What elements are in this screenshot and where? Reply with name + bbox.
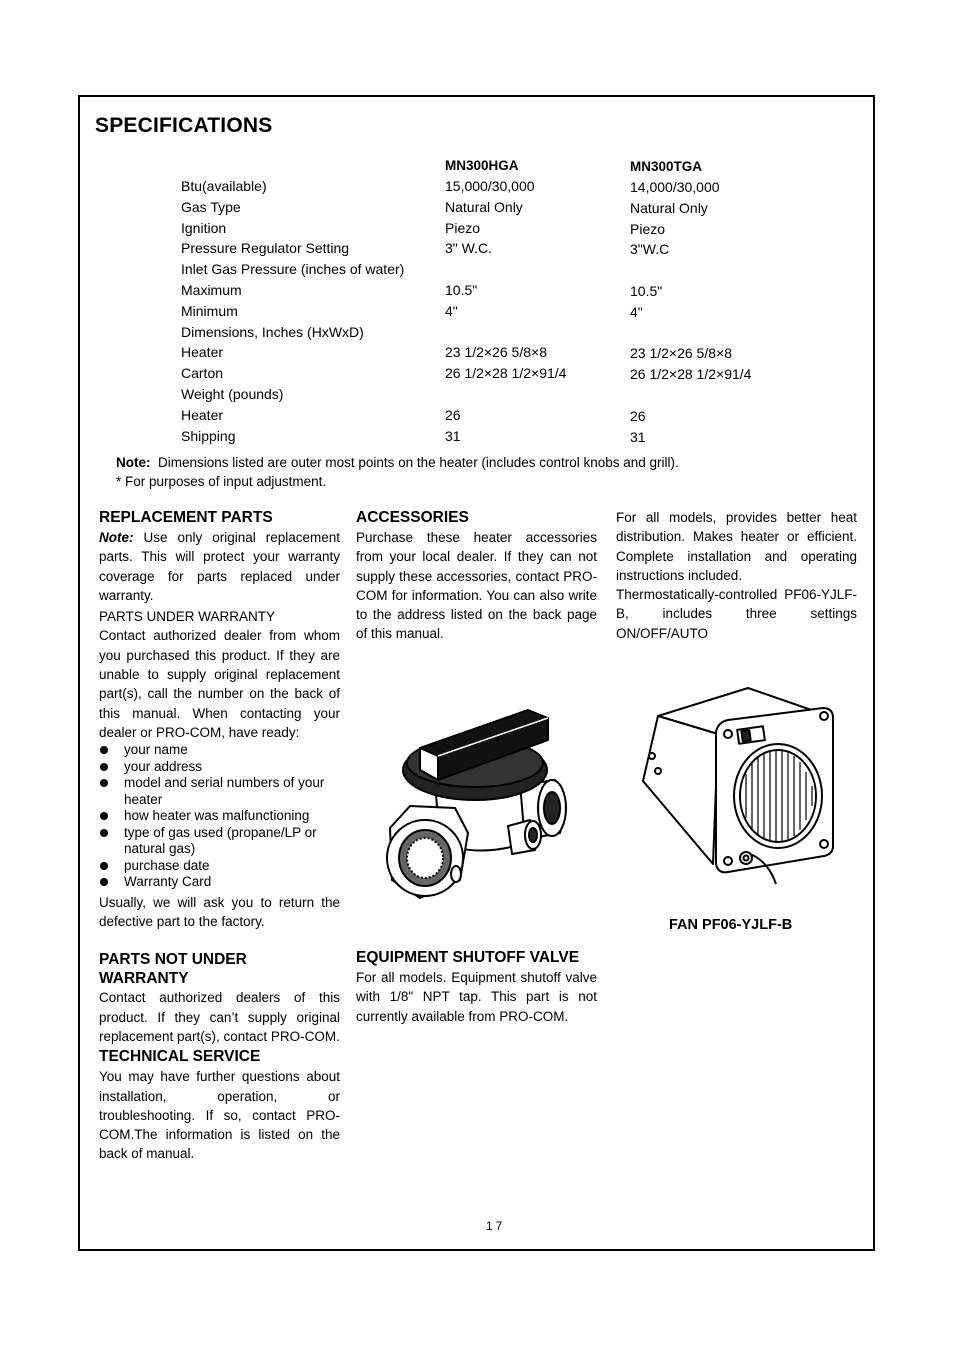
spec-label: Minimum [181, 303, 238, 319]
page-title: SPECIFICATIONS [95, 114, 273, 137]
note-footnote: * For purposes of input adjustment. [116, 474, 327, 489]
spec-label: Inlet Gas Pressure (inches of water) [181, 261, 405, 277]
replacement-note-label: Note: [99, 530, 134, 545]
spec-value-b: Natural Only [630, 200, 708, 216]
spec-label: Ignition [181, 220, 227, 236]
list-item: how heater was malfunctioning [99, 808, 340, 825]
fan-caption: FAN PF06-YJLF-B [669, 917, 793, 933]
spec-value-a: Piezo [445, 220, 481, 236]
spec-value-a: 26 [445, 407, 461, 423]
spec-value-a: 15,000/30,000 [445, 178, 535, 194]
list-item: type of gas used (propane/LP or natural gas) [99, 825, 340, 858]
fan-text-2: Thermostatically-controlled PF06-YJLF-B, includes three settings ON/OFF/AUTO [616, 587, 857, 641]
accessories-text: Purchase these heater accessories from your local dealer. If they can not supply these accessories, contact PRO-COM for information. You can also write to the address listed on the back page of this manual. [356, 530, 597, 642]
spec-label: Carton [181, 365, 224, 381]
warranty-text: Contact authorized dealer from whom you purchased this product. If they are unable to supply original replacement part(s), call the number on the back of this manual. When contacting your dealer or PRO-COM, have ready: [99, 628, 340, 740]
spec-value-b: 26 1/2×28 1/2×91/4 [630, 366, 752, 382]
valve-section [356, 948, 597, 1026]
right-column [616, 508, 857, 643]
note-text: Dimensions listed are outer most points on the heater (includes control knobs and grill). [158, 455, 679, 470]
ready-list [99, 742, 340, 891]
replacement-note [99, 528, 340, 605]
page-number: 17 [486, 1219, 506, 1233]
spec-label: Btu(available) [181, 178, 267, 194]
spec-label: Weight (pounds) [181, 386, 284, 402]
not-warranty-heading: PARTS NOT UNDER WARRANTY [99, 951, 247, 988]
spec-value-b: 26 [630, 408, 646, 424]
valve-text: For all models. Equipment shutoff valve with 1/8" NPT tap. This part is not currently available from PRO-COM. [356, 970, 597, 1024]
replacement-heading: REPLACEMENT PARTS [99, 509, 273, 526]
replacement-note-text: Use only original replacement parts. This will protect your warranty coverage for parts replaced under warranty. [99, 530, 340, 603]
technical-text: You may have further questions about installation, operation, or troubleshooting. If so, contact PRO-COM.The information is listed on the back of manual. [99, 1069, 340, 1162]
spec-label: Gas Type [181, 199, 241, 215]
spec-value-b: 10.5" [630, 283, 663, 299]
middle-column [356, 508, 597, 644]
spec-label: Heater [181, 344, 224, 360]
list-item: purchase date [99, 858, 340, 875]
spec-value-a: 23 1/2×26 5/8×8 [445, 344, 547, 360]
warranty-heading: PARTS UNDER WARRANTY [99, 609, 276, 625]
spec-value-b: 23 1/2×26 5/8×8 [630, 345, 732, 361]
spec-value-a: 3" W.C. [445, 240, 492, 256]
note-line [116, 455, 679, 470]
spec-value-a: 4" [445, 303, 458, 319]
model-a-header: MN300HGA [445, 158, 519, 173]
spec-label: Dimensions, Inches (HxWxD) [181, 324, 364, 340]
not-warranty-text: Contact authorized dealers of this product. If they can’t supply original replacement part(s), contact PRO-COM. [99, 990, 340, 1044]
spec-value-b: 14,000/30,000 [630, 179, 720, 195]
spec-label: Maximum [181, 282, 242, 298]
spec-value-a: 26 1/2×28 1/2×91/4 [445, 365, 567, 381]
list-item: model and serial numbers of your heater [99, 775, 340, 808]
warranty-closing: Usually, we will ask you to return the defective part to the factory. [99, 894, 340, 930]
spec-value-a: Natural Only [445, 199, 523, 215]
list-item: your address [99, 759, 340, 776]
model-b-header: MN300TGA [630, 159, 703, 174]
fan-text-1: For all models, provides better heat distribution. Makes heater or efficient. Complete installation and operating instructions included. [616, 510, 857, 583]
list-item: Warranty Card [99, 874, 340, 891]
spec-value-b: 4" [630, 304, 643, 320]
spec-value-a: 31 [445, 428, 461, 444]
spec-value-b: 3"W.C [630, 241, 670, 257]
technical-heading: TECHNICAL SERVICE [99, 1048, 261, 1066]
spec-label: Pressure Regulator Setting [181, 240, 350, 256]
valve-heading: EQUIPMENT SHUTOFF VALVE [356, 949, 580, 966]
spec-value-b: 31 [630, 429, 646, 445]
shutoff-valve-illustration [380, 708, 580, 908]
accessories-heading: ACCESSORIES [356, 509, 469, 526]
spec-label: Shipping [181, 428, 236, 444]
note-label: Note: [116, 455, 151, 470]
spec-value-a: 10.5" [445, 282, 478, 298]
spec-label: Heater [181, 407, 224, 423]
list-item: your name [99, 742, 340, 759]
fan-illustration [638, 686, 838, 886]
left-column [99, 508, 340, 1164]
spec-value-b: Piezo [630, 221, 666, 237]
